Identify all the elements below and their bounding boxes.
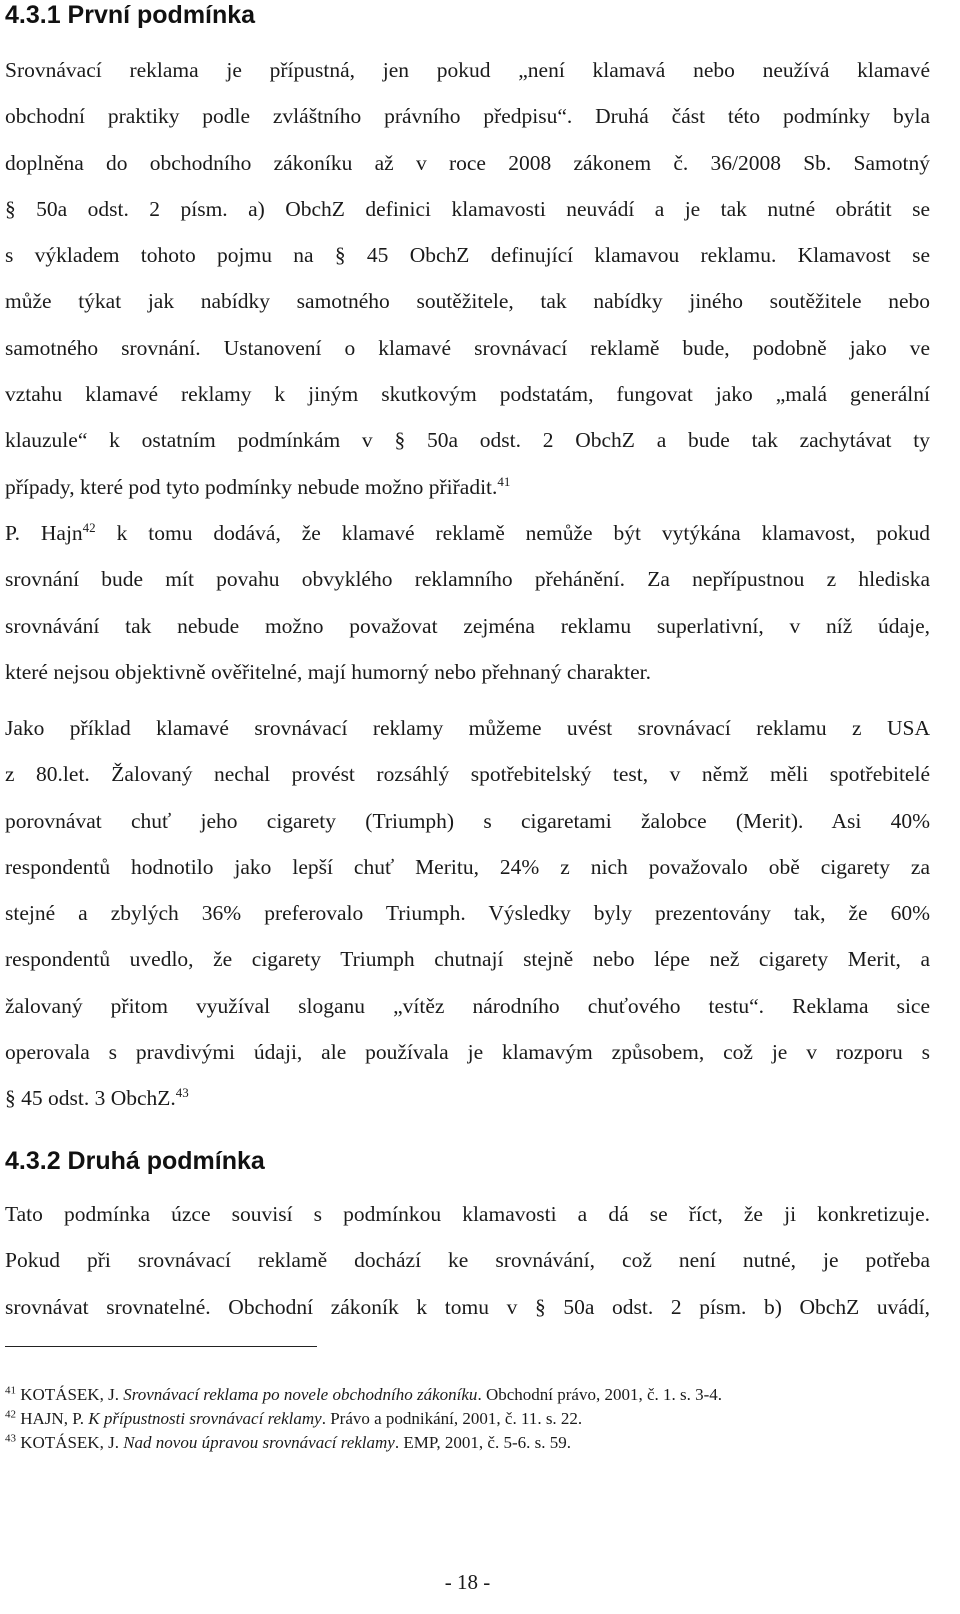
footnote-source: . EMP, 2001, č. 5-6. s. 59. bbox=[394, 1433, 571, 1452]
text-line bbox=[5, 464, 930, 510]
footnote-ref-41[interactable]: 41 bbox=[497, 473, 511, 489]
text-line: respondentů uvedlo, že cigarety Triumph chutnají stejně nebo lépe než cigarety Merit, a bbox=[5, 947, 930, 972]
paragraph-first-condition bbox=[5, 47, 930, 510]
footnote-divider bbox=[5, 1346, 317, 1347]
text-line: Tato podmínka úzce souvisí s podmínkou klamavosti a dá se říct, že ji konkretizuje. bbox=[5, 1202, 930, 1226]
text-line: které nejsou objektivně ověřitelné, mají humorný nebo přehnaný charakter. bbox=[5, 659, 651, 684]
page-number: - 18 - bbox=[444, 1570, 491, 1594]
text-segment: § 45 odst. 3 ObchZ. bbox=[5, 1086, 176, 1111]
paragraph-example-usa bbox=[5, 705, 930, 1122]
text-line: klauzule“ k ostatním podmínkám v § 50a odst. 2 ObchZ a bude tak zachytávat ty bbox=[5, 428, 930, 453]
text-line: doplněna do obchodního zákoníku až v roce 2008 zákonem č. 36/2008 Sb. Samotný bbox=[5, 150, 930, 175]
paragraph-second-condition bbox=[5, 1191, 930, 1330]
section-heading-4-3-2: 4.3.2 Druhá podmínka bbox=[5, 1147, 265, 1175]
footnote-source: . Obchodní právo, 2001, č. 1. s. 3-4. bbox=[477, 1385, 723, 1404]
footnote-42 bbox=[5, 1407, 930, 1431]
footnote-author: KOTÁSEK, J. bbox=[20, 1385, 124, 1404]
footnote-ref-43[interactable]: 43 bbox=[175, 1085, 189, 1101]
section-heading-4-3-1: 4.3.1 První podmínka bbox=[5, 1, 256, 29]
text-line: srovnávání tak nebude možno považovat zejména reklamu superlativní, v níž údaje, bbox=[5, 613, 930, 638]
text-line: Pokud při srovnávací reklamě dochází ke srovnávání, což není nutné, je potřeba bbox=[5, 1248, 930, 1273]
text-line: Jako příklad klamavé srovnávací reklamy můžeme uvést srovnávací reklamu z USA bbox=[5, 716, 930, 740]
footnote-author: HAJN, P. bbox=[20, 1409, 89, 1428]
text-segment: P. Hajn bbox=[5, 521, 83, 545]
text-line bbox=[5, 510, 930, 556]
text-segment: k tomu dodává, že klamavé reklamě nemůže být vytýkána klamavost, pokud bbox=[95, 521, 930, 545]
footnote-ref-42[interactable]: 42 bbox=[82, 519, 96, 535]
text-line: z 80.let. Žalovaný nechal provést rozsáhlý spotřebitelský test, v němž měli spotřebitelé bbox=[5, 762, 930, 787]
footnote-author: KOTÁSEK, J. bbox=[20, 1433, 124, 1452]
text-line: s výkladem tohoto pojmu na § 45 ObchZ definující klamavou reklamu. Klamavost se bbox=[5, 243, 930, 268]
text-line: operovala s pravdivými údaji, ale používala je klamavým způsobem, což je v rozporu s bbox=[5, 1040, 930, 1065]
text-line: srovnání bude mít povahu obvyklého reklamního přehánění. Za nepřípustnou z hlediska bbox=[5, 567, 930, 592]
text-line: Srovnávací reklama je přípustná, jen pokud „není klamavá nebo neužívá klamavé bbox=[5, 58, 930, 82]
text-line: může týkat jak nabídky samotného soutěžitele, tak nabídky jiného soutěžitele nebo bbox=[5, 289, 930, 314]
text-line: obchodní praktiky podle zvláštního právního předpisu“. Druhá část této podmínky byla bbox=[5, 104, 930, 129]
paragraph-hajn bbox=[5, 510, 930, 695]
footnote-number: 42 bbox=[5, 1408, 16, 1421]
text-line: vztahu klamavé reklamy k jiným skutkovým podstatám, fungovat jako „malá generální bbox=[5, 382, 930, 407]
footnotes bbox=[5, 1383, 930, 1455]
text-line: samotného srovnání. Ustanovení o klamavé srovnávací reklamě bude, podobně jako ve bbox=[5, 335, 930, 360]
text-line: stejné a zbylých 36% preferovalo Triumph. Výsledky byly prezentovány tak, že 60% bbox=[5, 901, 930, 926]
footnote-title: Srovnávací reklama po novele obchodního zákoníku bbox=[123, 1385, 478, 1404]
text-line: srovnávat srovnatelné. Obchodní zákoník k tomu v § 50a odst. 2 písm. b) ObchZ uvádí, bbox=[5, 1294, 930, 1319]
text-line: porovnávat chuť jeho cigarety (Triumph) s cigaretami žalobce (Merit). Asi 40% bbox=[5, 808, 930, 833]
footnote-title: K přípustnosti srovnávací reklamy bbox=[88, 1409, 322, 1428]
footnote-title: Nad novou úpravou srovnávací reklamy bbox=[123, 1433, 395, 1452]
footnote-number: 41 bbox=[5, 1384, 16, 1397]
text-line: respondentů hodnotilo jako lepší chuť Meritu, 24% z nich považovalo obě cigarety za bbox=[5, 854, 930, 879]
footnote-41 bbox=[5, 1383, 930, 1407]
text-line bbox=[5, 1075, 930, 1121]
text-segment: případy, které pod tyto podmínky nebude možno přiřadit. bbox=[5, 474, 498, 499]
footnote-43 bbox=[5, 1431, 930, 1455]
footnote-number: 43 bbox=[5, 1432, 16, 1445]
text-line: § 50a odst. 2 písm. a) ObchZ definici klamavosti neuvádí a je tak nutné obrátit se bbox=[5, 196, 930, 221]
text-line: žalovaný přitom využíval sloganu „vítěz národního chuťového testu“. Reklama sice bbox=[5, 993, 930, 1018]
footnote-source: . Právo a podnikání, 2001, č. 11. s. 22. bbox=[321, 1409, 583, 1428]
